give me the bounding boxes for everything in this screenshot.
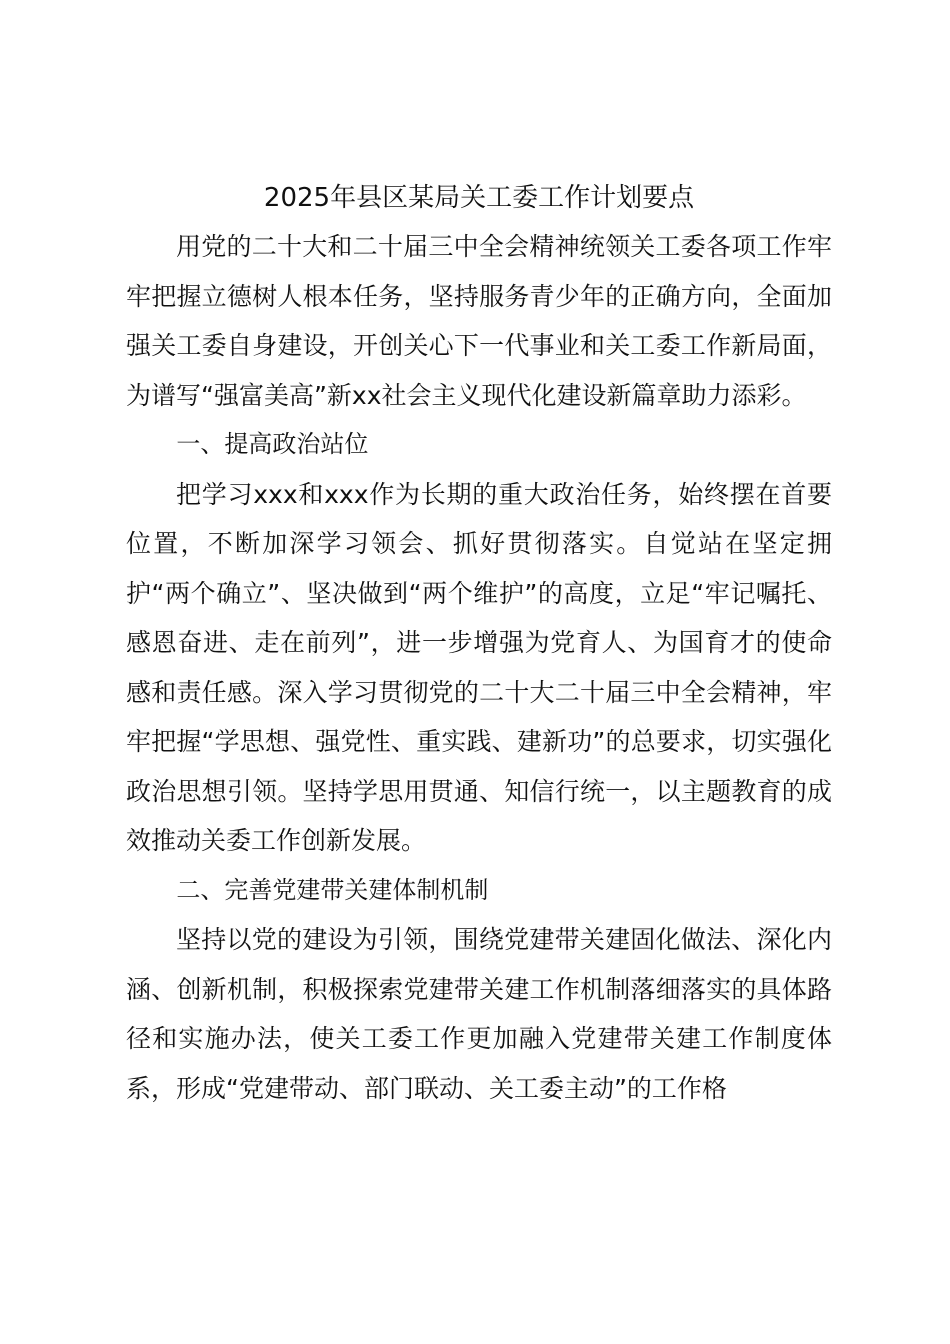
document-content bbox=[126, 178, 832, 1113]
intro-paragraph: 用党的二十大和二十届三中全会精神统领关工委各项工作牢牢把握立德树人根本任务，坚持服务青少年的正确方向，全面加强关工委自身建设，开创关心下一代事业和关工委工作新局面，为谱写“强富美高”新xx社会主义现代化建设新篇章助力添彩。 bbox=[126, 232, 832, 410]
section-heading-2: 二、完善党建带关建体制机制 bbox=[176, 875, 489, 904]
section-body-1: 把学习xxx和xxx作为长期的重大政治任务，始终摆在首要位置，不断加深学习领会、抓好贯彻落实。自觉站在坚定拥护“两个确立”、坚决做到“两个维护”的高度，立足“牢记嘱托、感恩奋进、走在前列”，进一步增强为党育人、为国育才的使命感和责任感。深入学习贯彻党的二十大二十届三中全会精神，牢牢把握“学思想、强党性、重实践、建新功”的总要求，切实强化政治思想引领。坚持学思用贯通、知信行统一，以主题教育的成效推动关委工作创新发展。 bbox=[126, 479, 832, 855]
section-body-2: 坚持以党的建设为引领，围绕党建带关建固化做法、深化内涵、创新机制，积极探索党建带关建工作机制落细落实的具体路径和实施办法，使关工委工作更加融入党建带关建工作制度体系，形成“党建带动、部门联动、关工委主动”的工作格 bbox=[126, 925, 832, 1103]
document-title: 2025年县区某局关工委工作计划要点 bbox=[263, 183, 695, 213]
section-heading-1: 一、提高政治站位 bbox=[176, 430, 369, 458]
